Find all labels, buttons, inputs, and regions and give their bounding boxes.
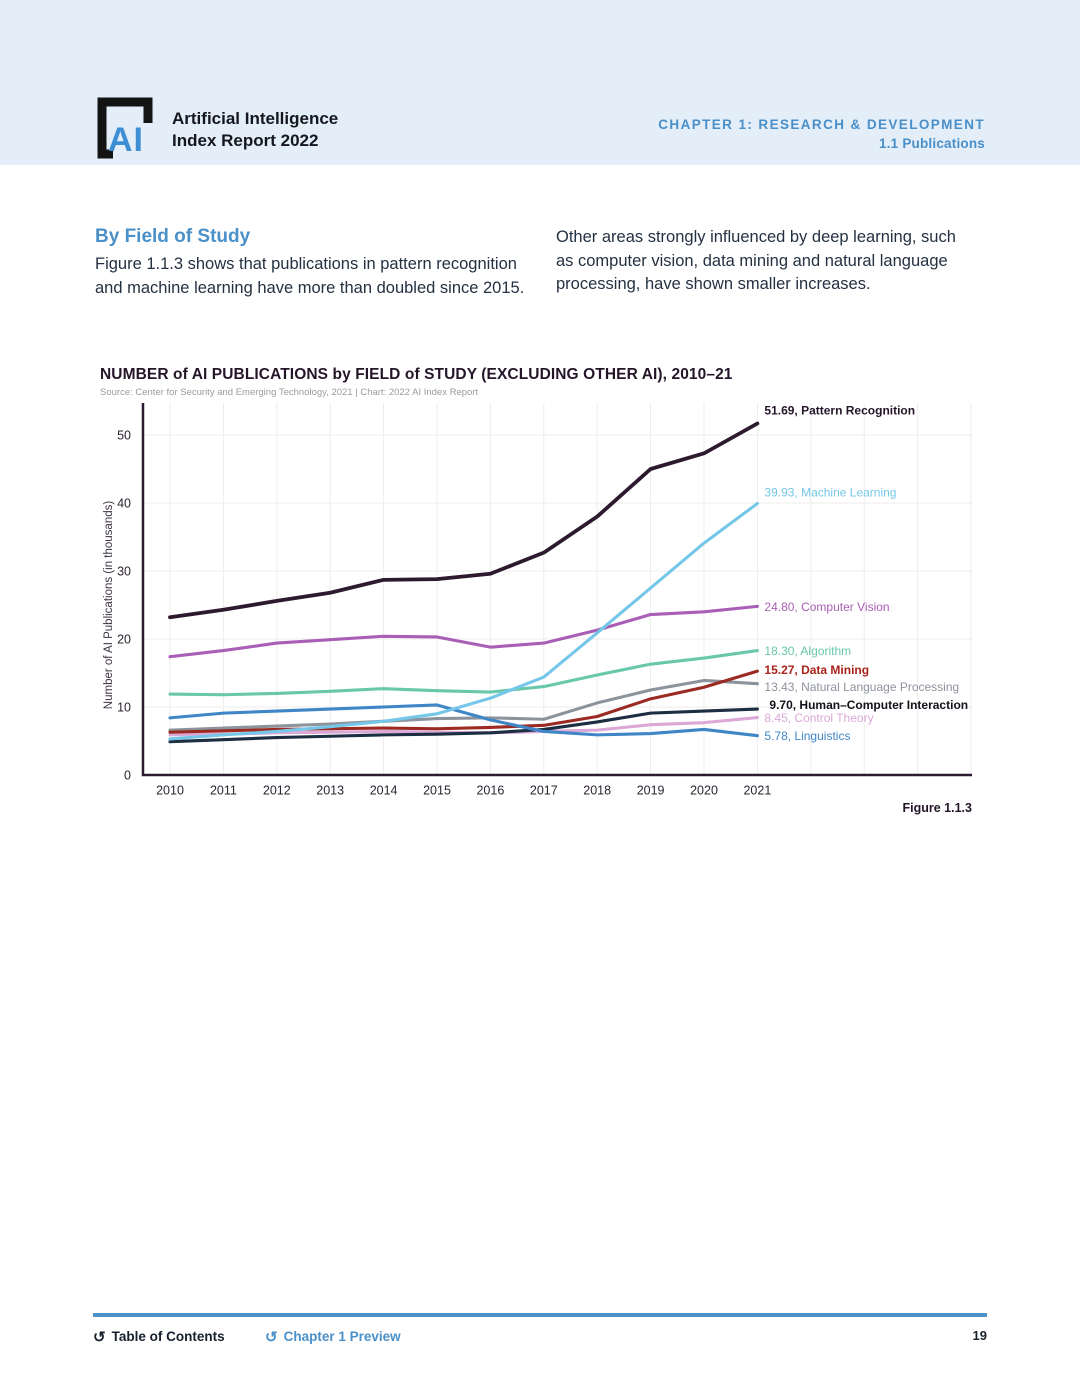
- intro-paragraph-right: Other areas strongly influenced by deep learning, such as computer vision, data mining and natural language processing, have shown smaller increases.: [556, 228, 956, 294]
- x-tick-label: 2013: [316, 783, 345, 798]
- x-tick-label: 2015: [423, 783, 451, 798]
- table-of-contents-link[interactable]: [93, 1328, 225, 1346]
- y-tick-label: 0: [124, 768, 131, 783]
- x-tick-label: 2012: [262, 783, 291, 798]
- x-tick-label: 2014: [369, 783, 398, 798]
- intro-paragraph-left: Figure 1.1.3 shows that publications in pattern recognition and machine learning have more than doubled since 2015.: [95, 255, 525, 297]
- figure-caption: Figure 1.1.3: [902, 801, 972, 815]
- report-title-line2: Index Report 2022: [172, 131, 319, 151]
- y-tick-label: 20: [117, 632, 131, 647]
- footer-divider: [93, 1313, 987, 1317]
- logo-ai-text: AI: [108, 121, 144, 159]
- series-computer-vision: [170, 606, 757, 656]
- y-tick-label: 30: [117, 564, 131, 579]
- y-tick-label: 50: [117, 428, 131, 443]
- y-axis-title: Number of AI Publications (in thousands): [103, 500, 115, 710]
- chapter-preview-link[interactable]: [265, 1328, 401, 1346]
- x-tick-label: 2018: [583, 783, 612, 798]
- ai-index-logo-icon: [92, 92, 156, 160]
- series-pattern-recognition: [170, 424, 757, 618]
- x-tick-label: 2019: [636, 783, 665, 798]
- chart-title: NUMBER of AI PUBLICATIONS by FIELD of STUDY (EXCLUDING OTHER AI), 2010–21: [100, 366, 733, 383]
- x-tick-label: 2020: [690, 783, 718, 798]
- y-tick-label: 40: [117, 496, 131, 511]
- section-heading: By Field of Study: [95, 226, 251, 247]
- series-end-label-control-theory: 8.45, Control Theory: [764, 711, 874, 726]
- chart-source: Source: Center for Security and Emerging Technology, 2021 | Chart: 2022 AI Index Report: [100, 387, 479, 398]
- chapter-header: [658, 117, 985, 151]
- x-tick-label: 2011: [209, 783, 237, 798]
- x-tick-label: 2017: [529, 783, 558, 798]
- x-tick-label: 2010: [156, 783, 184, 798]
- x-tick-label: 2016: [476, 783, 505, 798]
- x-axis-ticks: [156, 784, 771, 798]
- line-chart: [0, 398, 1080, 823]
- page-number: 19: [972, 1328, 987, 1343]
- series-end-label-computer-vision: 24.80, Computer Vision: [764, 599, 890, 614]
- series-machine-learning: [170, 503, 757, 738]
- y-axis-ticks: [117, 429, 131, 783]
- section-label: 1.1 Publications: [879, 136, 985, 151]
- y-tick-label: 10: [117, 700, 131, 715]
- series-end-label-human-computer-interaction: 9.70, Human–Computer Interaction: [769, 698, 969, 713]
- chapter-preview-label: Chapter 1 Preview: [283, 1329, 401, 1344]
- series-end-label-natural-language-processing: 13.43, Natural Language Processing: [764, 680, 960, 695]
- series-end-label-linguistics: 5.78, Linguistics: [764, 729, 851, 744]
- x-tick-label: 2021: [743, 783, 772, 798]
- series-end-label-algorithm: 18.30, Algorithm: [764, 644, 852, 659]
- chapter-label: CHAPTER 1: RESEARCH & DEVELOPMENT: [658, 117, 985, 132]
- series-end-label-data-mining: 15.27, Data Mining: [764, 663, 870, 678]
- report-title: [172, 108, 338, 153]
- report-title-line1: Artificial Intelligence: [172, 109, 339, 128]
- series-end-label-pattern-recognition: 51.69, Pattern Recognition: [764, 403, 916, 418]
- table-of-contents-label: Table of Contents: [111, 1329, 225, 1344]
- header-band: [0, 0, 1080, 165]
- return-arrow-icon: ↺: [93, 1329, 106, 1346]
- return-arrow-icon: ↺: [265, 1329, 278, 1346]
- series-end-label-machine-learning: 39.93, Machine Learning: [764, 485, 897, 500]
